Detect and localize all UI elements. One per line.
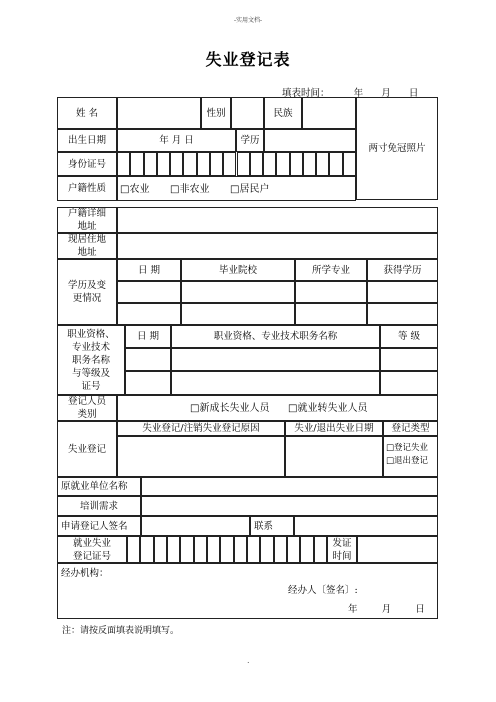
cert-digit-box[interactable]: [247, 536, 260, 563]
edu-cell[interactable]: [295, 303, 367, 325]
hukou-option-agri[interactable]: □农业: [120, 184, 150, 195]
training-field[interactable]: [141, 496, 438, 516]
hukou-address-label: 户籍详细 地址: [57, 207, 117, 233]
education-label: 学历: [236, 129, 264, 152]
cert-digit-box[interactable]: [220, 536, 233, 563]
edu-cell[interactable]: [117, 303, 181, 325]
reg-type-option-register[interactable]: □登记失业: [386, 443, 429, 453]
cert-digit-box[interactable]: [167, 536, 180, 563]
qual-name-header: 职业资格、专业技术职务名称: [171, 325, 380, 348]
emp-cert-label: 就业失业 登记证号: [57, 536, 127, 563]
id-digit-box[interactable]: [197, 152, 210, 176]
name-field[interactable]: [117, 97, 201, 129]
edu-cell[interactable]: [181, 281, 295, 303]
cert-digit-box[interactable]: [260, 536, 273, 563]
cert-digit-box[interactable]: [207, 536, 220, 563]
form-note: 注：请按反面填表说明填写。: [62, 626, 180, 636]
id-digit-box[interactable]: [157, 152, 170, 176]
id-digit-box[interactable]: [343, 152, 356, 176]
agency-label: 经办机构：: [61, 568, 109, 579]
agency-date[interactable]: 年 月 日: [348, 604, 425, 615]
cert-digit-box[interactable]: [194, 536, 207, 563]
qual-cell[interactable]: [380, 371, 438, 395]
cert-digit-box[interactable]: [300, 536, 313, 563]
issue-time-label: 发证 时间: [327, 536, 357, 563]
birth-date-label: 出生日期: [57, 129, 117, 152]
gender-field[interactable]: [231, 97, 264, 129]
edu-cell[interactable]: [295, 281, 367, 303]
unemp-date-field[interactable]: [285, 436, 383, 477]
unemp-reason-header: 失业登记/注销失业登记原因: [117, 421, 285, 436]
id-digit-box[interactable]: [183, 152, 196, 176]
id-digit-box[interactable]: [117, 152, 130, 176]
cert-digit-box[interactable]: [127, 536, 140, 563]
cert-digit-box[interactable]: [234, 536, 247, 563]
id-digit-box[interactable]: [210, 152, 223, 176]
id-digit-box[interactable]: [290, 152, 303, 176]
edu-date-header: 日 期: [117, 259, 181, 281]
qual-cell[interactable]: [125, 371, 171, 395]
gender-label: 性别: [201, 97, 231, 129]
training-label: 培训需求: [57, 496, 141, 516]
applicant-sign-field[interactable]: [141, 516, 250, 536]
cert-digit-box[interactable]: [287, 536, 300, 563]
reg-category-field: [117, 395, 438, 421]
issue-time-field[interactable]: [357, 536, 438, 563]
ethnicity-label: 民族: [264, 97, 302, 129]
handler-sign-label[interactable]: 经办人〔签名〕:: [288, 585, 358, 596]
edu-major-header: 所学专业: [295, 259, 367, 281]
edu-school-header: 毕业院校: [181, 259, 295, 281]
unemp-reg-label: 失业登记: [57, 421, 117, 477]
contact-label: 联系: [250, 516, 294, 536]
qual-cell[interactable]: [380, 348, 438, 371]
category-option-new[interactable]: □新成长失业人员: [190, 403, 270, 414]
header-note: -实用文档-: [233, 17, 263, 24]
hukou-option-resident[interactable]: □居民户: [230, 184, 270, 195]
id-number-label: 身份证号: [57, 152, 117, 176]
reg-category-label: 登记人员 类别: [57, 395, 117, 421]
id-digit-box[interactable]: [250, 152, 263, 176]
form-title: 失业登记表: [205, 50, 291, 69]
contact-field[interactable]: [294, 516, 438, 536]
qual-cell[interactable]: [125, 348, 171, 371]
id-digit-box[interactable]: [276, 152, 289, 176]
edu-cell[interactable]: [117, 281, 181, 303]
id-digit-box[interactable]: [144, 152, 157, 176]
cert-digit-box[interactable]: [274, 536, 287, 563]
photo-box[interactable]: 两寸免冠照片: [356, 97, 438, 200]
hukou-option-nonagri[interactable]: □非农业: [170, 184, 210, 195]
name-label: 姓 名: [57, 97, 117, 129]
cert-digit-box[interactable]: [154, 536, 167, 563]
id-digit-box[interactable]: [170, 152, 183, 176]
edu-cell[interactable]: [367, 281, 438, 303]
fill-time[interactable]: 填表时间： 年 月 日: [282, 88, 419, 99]
id-digit-box[interactable]: [223, 152, 236, 176]
cert-digit-box[interactable]: [180, 536, 193, 563]
edu-degree-header: 获得学历: [367, 259, 438, 281]
edu-cell[interactable]: [181, 303, 295, 325]
education-field[interactable]: [264, 129, 356, 152]
birth-date-field[interactable]: 年 月 日: [117, 129, 236, 152]
id-digit-box[interactable]: [237, 152, 250, 176]
unemp-date-header: 失业/退出失业日期: [285, 421, 383, 436]
qual-level-header: 等 级: [380, 325, 438, 348]
current-address-field[interactable]: [117, 233, 438, 259]
applicant-sign-label: 申请登记人签名: [57, 516, 141, 536]
qual-date-header: 日 期: [125, 325, 171, 348]
id-digit-box[interactable]: [316, 152, 329, 176]
edu-history-label: 学历及变 更情况: [57, 259, 117, 325]
footer-dot: .: [247, 656, 250, 665]
cert-digit-box[interactable]: [314, 536, 327, 563]
id-digit-box[interactable]: [130, 152, 143, 176]
hukou-address-field[interactable]: [117, 207, 438, 233]
reg-type-header: 登记类型: [383, 421, 438, 436]
id-digit-box[interactable]: [303, 152, 316, 176]
current-address-label: 现居住地 地址: [57, 233, 117, 259]
former-employer-field[interactable]: [141, 477, 438, 496]
cert-digit-box[interactable]: [140, 536, 153, 563]
former-employer-label: 原就业单位名称: [57, 477, 141, 496]
qualification-label: 职业资格、 专业技术 职务名称 与等级及 证号: [57, 325, 125, 395]
edu-cell[interactable]: [367, 303, 438, 325]
id-digit-box[interactable]: [263, 152, 276, 176]
id-digit-box[interactable]: [329, 152, 342, 176]
qual-cell[interactable]: [171, 371, 380, 395]
hukou-type-label: 户籍性质: [57, 176, 117, 201]
unemp-reason-field[interactable]: [117, 436, 285, 477]
qual-cell[interactable]: [171, 348, 380, 371]
ethnicity-field[interactable]: [302, 97, 356, 129]
category-option-transfer[interactable]: □就业转失业人员: [288, 403, 368, 414]
reg-type-option-exit[interactable]: □退出登记: [386, 456, 429, 466]
